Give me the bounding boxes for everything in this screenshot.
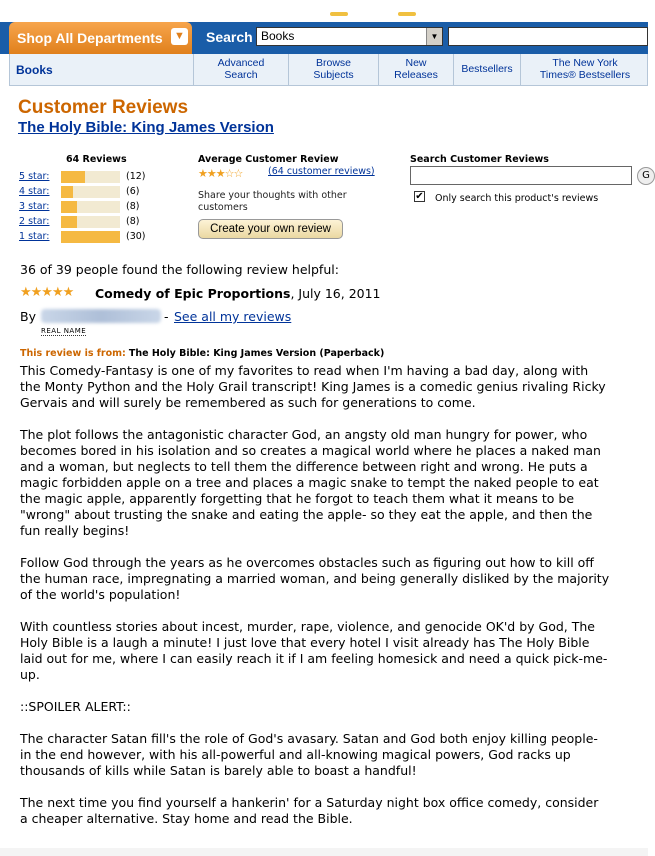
review-date: , July 16, 2011	[290, 286, 381, 301]
histogram-bar	[61, 231, 120, 243]
histogram-bar	[61, 216, 120, 228]
review-paragraph: The plot follows the antagonistic character God, an angsty old man hungry for power, who becomes bored in his isolation and so creates a magical world where he places a naked man and a woman, but neglects to tell them the difference between right and wrong. He puts a magic forbidden apple on a tree and places a magic snake to tempt the naked people to eat the magic apple, apparently forgetting that he forgot to teach them what it means to be "wrong" about trusting the snake and eating the apple- so they eat the apple, and then the fun really begins!	[20, 427, 601, 538]
subnav-advanced-search[interactable]	[193, 54, 288, 85]
bottom-strip	[0, 848, 648, 856]
search-reviews-heading: Search Customer Reviews	[410, 154, 549, 165]
histogram-count: (8)	[126, 201, 140, 212]
review-stars-icon: ★★★★★	[20, 285, 74, 300]
customer-reviews-link-text[interactable]: (64 customer reviews)	[268, 166, 375, 177]
star-rating-icon: ★★★☆☆	[198, 167, 243, 180]
histogram-bar-fill	[61, 231, 120, 243]
review-count-heading: 64 Reviews	[66, 154, 127, 165]
by-label: By	[20, 309, 36, 324]
histogram-star-label[interactable]: 3 star:	[19, 201, 50, 212]
real-name-badge[interactable]: REAL NAME	[41, 327, 87, 335]
top-strip	[0, 0, 648, 22]
histogram-row[interactable]	[19, 171, 159, 183]
review-from-label: This review is from:	[20, 348, 126, 359]
histogram-bar	[61, 171, 120, 183]
review-paragraph: Follow God through the years as he overcomes obstacles such as figuring out how to kill off the human race, impregnating a married woman, and being generally disliked by the majority of the world's population!	[20, 555, 610, 602]
search-category-value: Books	[261, 29, 295, 43]
review-title: Comedy of Epic Proportions	[95, 286, 291, 301]
histogram-row[interactable]	[19, 231, 159, 243]
decorative-dot	[398, 12, 416, 16]
customer-reviews-link[interactable]	[268, 166, 375, 177]
go-button[interactable]: G	[637, 167, 655, 185]
product-title-link[interactable]: The Holy Bible: King James Version	[18, 119, 274, 136]
subnav-label: New	[405, 57, 427, 69]
review-paragraph: The character Satan fill's the role of God's avasary. Satan and God both enjoy killing people- in the end however, with his all-powerful and all-knowing magical powers, God racks up thousands of kills while Satan is barely able to boast a handful!	[20, 731, 598, 778]
subnav-label: The New York	[552, 57, 618, 69]
review-from-title: The Holy Bible: King James Version (Paperback)	[128, 348, 385, 359]
review-body	[20, 363, 610, 843]
subnav-books[interactable]: Books	[10, 54, 192, 85]
subnav-label: Search	[224, 69, 258, 81]
helpful-count: 36 of 39 people found the following review helpful:	[20, 262, 339, 277]
dropdown-arrow-icon[interactable]: ▼	[426, 28, 442, 45]
subnav-label: Times® Bestsellers	[539, 69, 631, 81]
subnav-label: Bestsellers	[461, 63, 513, 75]
search-reviews-input[interactable]	[410, 166, 632, 185]
review-paragraph: ::SPOILER ALERT::	[20, 699, 131, 714]
review-title-line	[95, 286, 381, 301]
histogram-row[interactable]	[19, 186, 159, 198]
histogram-count: (30)	[126, 231, 146, 242]
separator: -	[164, 309, 169, 324]
histogram-star-label[interactable]: 1 star:	[19, 231, 50, 242]
histogram-row[interactable]	[19, 216, 159, 228]
average-review-heading: Average Customer Review	[198, 154, 339, 165]
histogram-bar-fill	[61, 186, 73, 198]
histogram-count: (8)	[126, 216, 140, 227]
histogram-bar-fill	[61, 201, 77, 213]
histogram-bar	[61, 186, 120, 198]
subnav-nyt-bestsellers[interactable]	[520, 54, 649, 85]
histogram-star-label[interactable]: 4 star:	[19, 186, 50, 197]
review-paragraph: The next time you find yourself a hankerin' for a Saturday night box office comedy, consider a cheaper alternative. Stay home and read the Bible.	[20, 795, 599, 826]
decorative-dot	[330, 12, 348, 16]
histogram-star-label[interactable]: 5 star:	[19, 171, 50, 182]
shop-all-label: Shop All Departments	[17, 30, 163, 46]
reviewer-name-blurred[interactable]	[41, 309, 161, 323]
review-from	[20, 348, 384, 359]
histogram-bar-fill	[61, 216, 77, 228]
histogram-count: (12)	[126, 171, 146, 182]
only-this-product-label: Only search this product's reviews	[435, 193, 599, 204]
review-paragraph: This Comedy-Fantasy is one of my favorites to read when I'm having a bad day, along with the Monty Python and the Holy Grail transcript! King James is a comedic genius rivaling Ricky Gervais and will surely be remembered as such for generations to come.	[20, 363, 606, 410]
create-review-button[interactable]: Create your own review	[198, 219, 343, 239]
only-this-product-checkbox[interactable]: ✔	[415, 191, 424, 202]
search-category-select[interactable]	[256, 27, 443, 46]
subnav-label: Releases	[394, 69, 438, 81]
search-label: Search	[206, 29, 253, 45]
histogram-row[interactable]	[19, 201, 159, 213]
histogram-bar-fill	[61, 171, 85, 183]
histogram-star-label[interactable]: 2 star:	[19, 216, 50, 227]
subnav-new-releases[interactable]	[378, 54, 453, 85]
sub-navigation	[9, 54, 648, 86]
share-thoughts-text: Share your thoughts with other customers	[198, 190, 347, 213]
page-title: Customer Reviews	[18, 97, 189, 118]
shop-all-departments-tab[interactable]	[9, 22, 192, 54]
histogram-bar	[61, 201, 120, 213]
subnav-label: Browse	[315, 57, 351, 69]
subnav-browse-subjects[interactable]	[288, 54, 378, 85]
search-input[interactable]	[448, 27, 648, 46]
subnav-label: Subjects	[313, 69, 354, 81]
see-all-reviews-link[interactable]: See all my reviews	[174, 309, 292, 324]
subnav-label: Advanced	[217, 57, 265, 69]
chevron-down-icon[interactable]: ▼	[171, 28, 188, 45]
review-paragraph: With countless stories about incest, murder, rape, violence, and genocide OK'd by God, The Holy Bible is a laugh a minute! I just love that every hotel I visit already has The Holy Bible laid out for me, where I can easily reach it if I am feeling homesick and need a quick pick-me-up.	[20, 619, 608, 682]
subnav-bestsellers[interactable]	[453, 54, 520, 85]
histogram-count: (6)	[126, 186, 140, 197]
